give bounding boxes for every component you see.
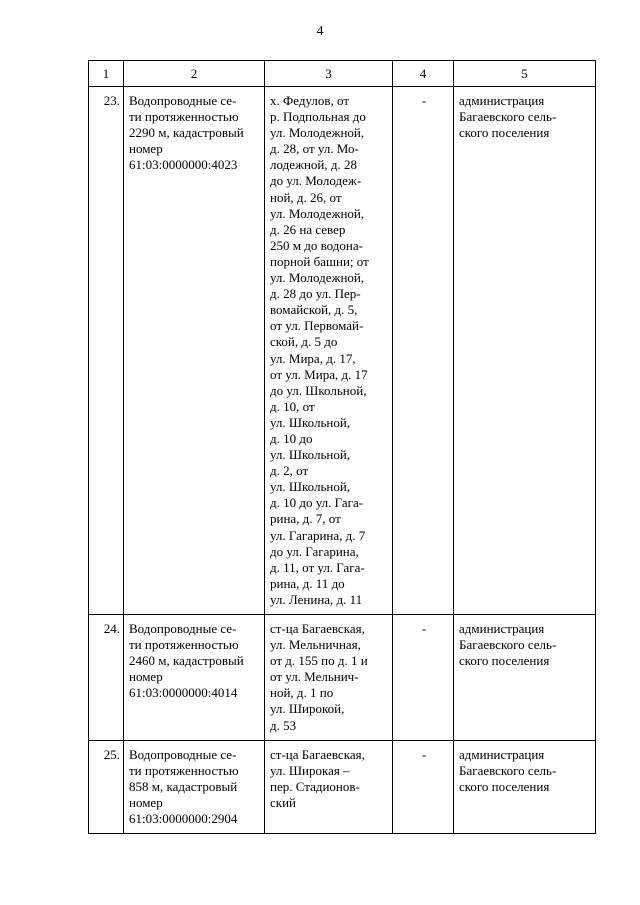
object-name-line: 61:03:0000000:4023 [129, 157, 238, 173]
object-name-line: Водопроводные се- [129, 746, 237, 762]
header-col-4: 4 [393, 61, 454, 87]
table-header-row [89, 61, 596, 87]
object-address-line: ул. Широкой, [270, 701, 345, 717]
object-name-line: 61:03:0000000:4014 [129, 685, 238, 701]
object-name [124, 615, 265, 741]
object-address-line: д. 28 до ул. Пер- [270, 286, 361, 302]
object-address-line: д. 2, от [270, 463, 309, 479]
header-col-3: 3 [265, 61, 393, 87]
object-address-line: ул. Молодежной, [270, 270, 365, 286]
header-col-1: 1 [89, 61, 124, 87]
object-owner-line: Багаевского сель- [459, 762, 557, 778]
object-name-line: номер [129, 794, 163, 810]
object-owner-line: ского поселения [459, 653, 550, 669]
object-address-line: от д. 155 по д. 1 и [270, 653, 368, 669]
row-number: 24. [89, 615, 124, 741]
object-address-line: д. 26 на север [270, 221, 346, 237]
object-address-line: ской, д. 5 до [270, 334, 338, 350]
object-address-line: ной, д. 26, от [270, 189, 342, 205]
object-owner [454, 615, 596, 741]
object-address-line: ул. Ленина, д. 11 [270, 591, 363, 607]
object-owner-line: ского поселения [459, 125, 550, 141]
object-address-line: д. 28, от ул. Мо- [270, 141, 359, 157]
object-owner [454, 87, 596, 615]
object-name-line: номер [129, 669, 163, 685]
object-name-line: номер [129, 141, 163, 157]
table-row [89, 87, 596, 615]
object-address-line: до ул. Школьной, [270, 382, 367, 398]
col4-value: - [393, 615, 454, 741]
header-col-5: 5 [454, 61, 596, 87]
object-name-line: ти протяженностью [129, 637, 239, 653]
object-address-line: ул. Мира, д. 17, [270, 350, 356, 366]
object-address-line: ул. Школьной, [270, 414, 351, 430]
object-address-line: ст-ца Багаевская, [270, 621, 365, 636]
object-owner-line: администрация [459, 93, 545, 108]
property-table [88, 60, 596, 834]
object-name-line: ти протяженностью [129, 109, 239, 125]
object-address-line: д. 10 до ул. Гага- [270, 495, 364, 511]
row-number: 25. [89, 740, 124, 833]
object-address-line: д. 53 [270, 717, 297, 733]
object-address-line: ул. Широкая – [270, 762, 350, 778]
object-owner-line: ского поселения [459, 778, 550, 794]
object-address-line: ул. Школьной, [270, 447, 351, 463]
object-address [265, 740, 393, 833]
row-number: 23. [89, 87, 124, 615]
col4-value: - [393, 740, 454, 833]
object-owner-line: администрация [459, 746, 545, 762]
object-address-line: до ул. Гагарина, [270, 543, 359, 559]
object-address-line: ул. Молодежной, [270, 205, 365, 221]
object-address-line: д. 11, от ул. Гага- [270, 559, 365, 575]
object-address-line: р. Подпольная до [270, 109, 366, 125]
object-address-line: д. 10, от [270, 398, 315, 414]
table-body [89, 87, 596, 834]
object-address-line: ул. Школьной, [270, 479, 351, 495]
header-col-2: 2 [124, 61, 265, 87]
object-name-line: 2460 м, кадастровый [129, 653, 244, 669]
object-address-line: д. 10 до [270, 430, 313, 446]
object-address-line: от ул. Мира, д. 17 [270, 366, 368, 382]
object-address-line: рина, д. 11 до [270, 575, 345, 591]
object-address-line: порной башни; от [270, 253, 369, 269]
object-address-line: от ул. Первомай- [270, 318, 364, 334]
object-address-line: ул. Молодежной, [270, 125, 365, 141]
object-name-line: 858 м, кадастровый [129, 778, 238, 794]
object-address-line: рина, д. 7, от [270, 511, 341, 527]
object-name-line: ти протяженностью [129, 762, 239, 778]
object-address-line: до ул. Молодеж- [270, 173, 362, 189]
object-name-line: Водопроводные се- [129, 93, 237, 108]
object-address-line: ский [270, 794, 296, 810]
object-owner [454, 740, 596, 833]
page-number: 4 [316, 24, 324, 39]
object-address-line: пер. Стадионов- [270, 778, 360, 794]
object-name-line: 2290 м, кадастровый [129, 125, 244, 141]
object-name-line: Водопроводные се- [129, 621, 237, 636]
object-address-line: х. Федулов, от [270, 93, 350, 108]
object-name [124, 740, 265, 833]
object-address-line: лодежной, д. 28 [270, 157, 358, 173]
col4-value: - [393, 87, 454, 615]
object-owner-line: Багаевского сель- [459, 109, 557, 125]
object-name [124, 87, 265, 615]
object-address [265, 615, 393, 741]
object-address [265, 87, 393, 615]
object-name-line: 61:03:0000000:2904 [129, 811, 238, 827]
object-address-line: ной, д. 1 по [270, 685, 334, 701]
object-address-line: 250 м до водона- [270, 237, 363, 253]
object-address-line: ст-ца Багаевская, [270, 746, 365, 762]
object-owner-line: Багаевского сель- [459, 637, 557, 653]
object-address-line: ул. Гагарина, д. 7 [270, 527, 366, 543]
table-row [89, 615, 596, 741]
object-address-line: ул. Мельничная, [270, 637, 361, 653]
table-row [89, 740, 596, 833]
object-address-line: вомайской, д. 5, [270, 302, 358, 318]
object-address-line: от ул. Мельнич- [270, 669, 359, 685]
object-owner-line: администрация [459, 621, 545, 636]
